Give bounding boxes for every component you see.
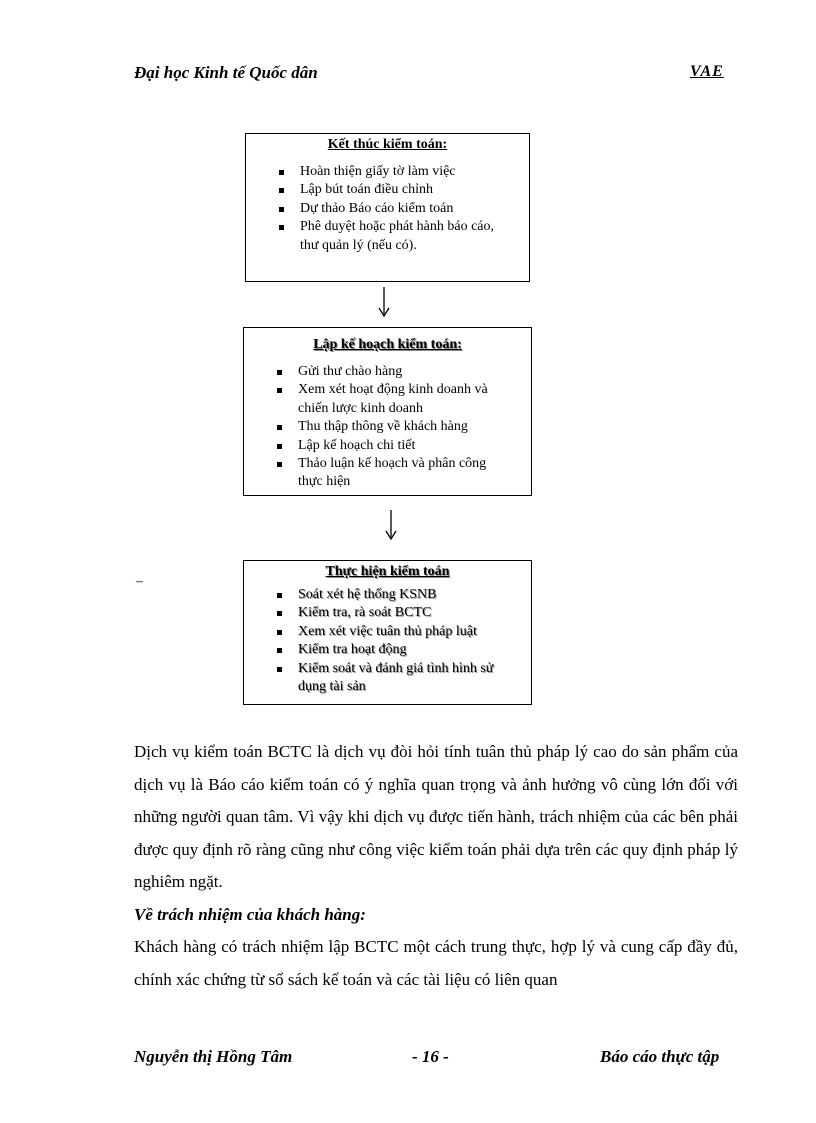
paragraph: Dịch vụ kiểm toán BCTC là dịch vụ đòi hỏi tính tuân thủ pháp lý cao do sản phẩm của dịch vụ là Báo cáo kiểm toán có ý nghĩa quan trọng và ảnh hưởng vô cùng lớn đối với những người quan tâm. Vì vậy khi dịch vụ được tiến hành, trách nhiệm của các bên phải được quy định rõ ràng cũng như công việc kiểm toán phải dựa trên các quy định pháp lý nghiêm ngặt.: [134, 742, 738, 891]
paragraph: Khách hàng có trách nhiệm lập BCTC một cách trung thực, hợp lý và cung cấp đầy đủ, chính xác chứng từ sổ sách kế toán và các tài liệu có liên quan: [134, 937, 738, 989]
flow-box-execution: [243, 560, 532, 705]
list-item: Lập kế hoạch chi tiết: [277, 437, 531, 455]
flow-box-planning: [243, 327, 532, 496]
list-item: Hoàn thiện giấy tờ làm việc: [279, 163, 529, 181]
flow-box-title: Kết thúc kiểm toán:: [327, 137, 448, 152]
flow-box-title: Lập kế hoạch kiểm toán:: [313, 337, 462, 352]
flow-box-list: [244, 363, 531, 492]
margin-mark: –: [136, 574, 143, 589]
list-item: Soát xét hệ thống KSNB: [277, 586, 531, 604]
page-number: - 16 -: [412, 1047, 449, 1066]
header-logo: VAE: [690, 63, 724, 80]
footer-author: Nguyễn thị Hồng Tâm: [134, 1047, 293, 1066]
flow-box-title: Thực hiện kiểm toán: [325, 564, 450, 579]
body-text: [134, 736, 738, 996]
flow-box-end-audit: [245, 133, 530, 282]
list-item: Thảo luận kế hoạch và phân công thực hiện: [277, 455, 513, 492]
list-item: Kiểm tra hoạt động: [277, 641, 531, 659]
list-item: Kiểm soát và đánh giá tình hình sử dụng tài sản: [277, 660, 513, 697]
arrow-down-icon: [384, 510, 398, 542]
list-item: Xem xét việc tuân thủ pháp luật: [277, 623, 531, 641]
list-item: Phê duyệt hoặc phát hành báo cáo, thư quản lý (nếu có).: [279, 218, 505, 255]
list-item: Lập bút toán điều chỉnh: [279, 181, 529, 199]
list-item: Gửi thư chào hàng: [277, 363, 531, 381]
arrow-down-icon: [377, 287, 391, 319]
flow-box-list: [246, 163, 529, 255]
subheading: Về trách nhiệm của khách hàng:: [134, 904, 366, 924]
footer-doc-type: Báo cáo thực tập: [600, 1047, 720, 1066]
list-item: Dự thảo Báo cáo kiểm toán: [279, 200, 529, 218]
list-item: Thu thập thông về khách hàng: [277, 418, 531, 436]
flow-box-list: [244, 586, 531, 696]
list-item: Kiểm tra, rà soát BCTC: [277, 604, 531, 622]
list-item: Xem xét hoạt động kinh doanh và chiến lược kinh doanh: [277, 381, 513, 418]
header-university: Đại học Kinh tế Quốc dân: [134, 63, 318, 82]
